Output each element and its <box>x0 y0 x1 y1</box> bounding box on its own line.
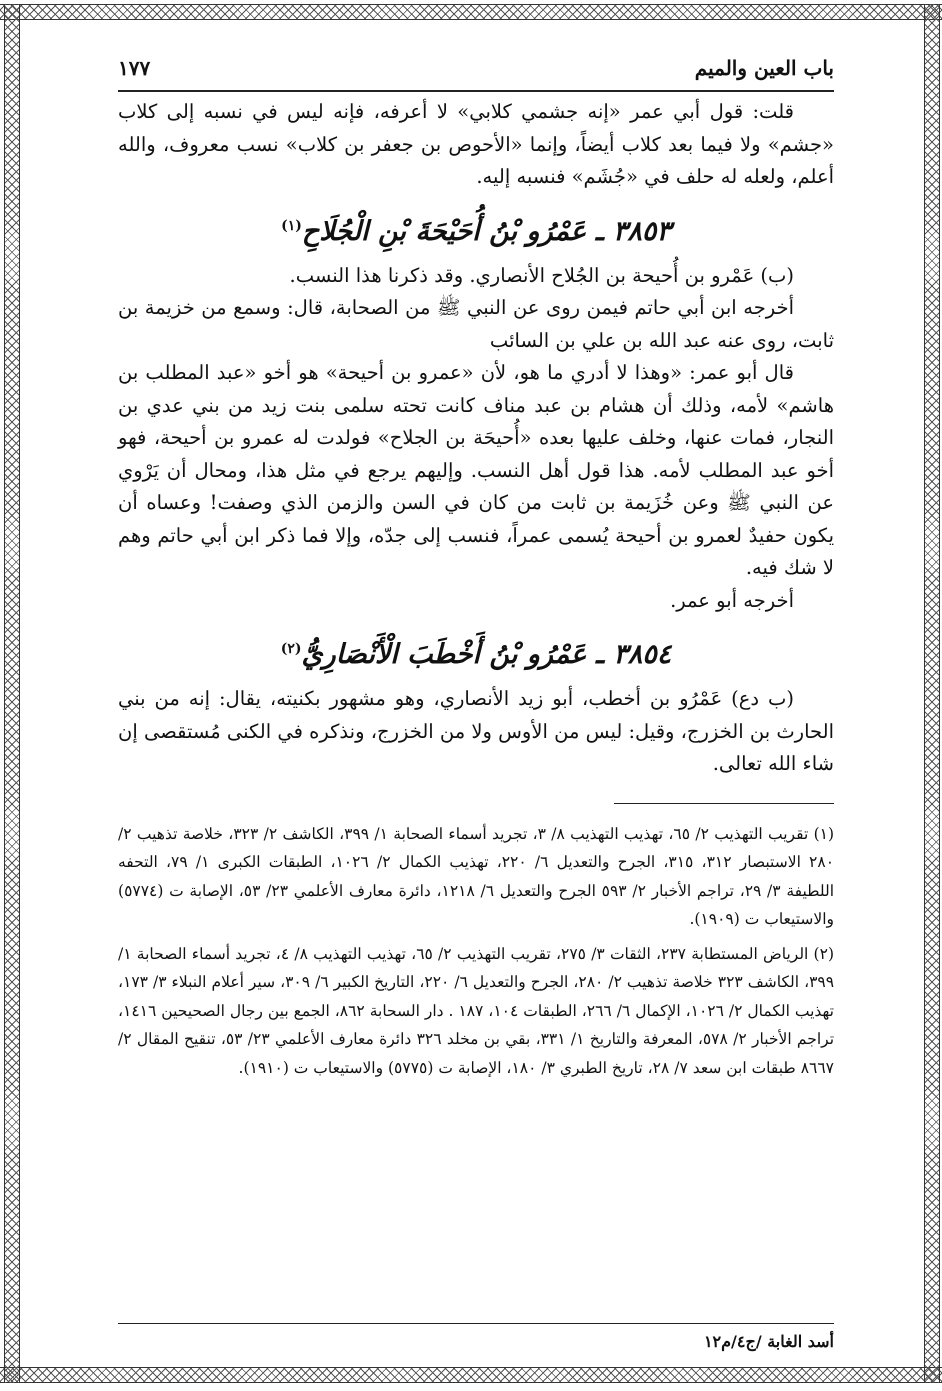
entry-paragraph: قال أبو عمر: «وهذا لا أدري ما هو، لأن «عمرو بن أحيحة» هو أخو «عبد المطلب بن هاشم» لأمه، وذلك أن هشام بن عبد مناف كانت تحته سلمى بنت زيد من بني عدي بن النجار، فمات عنها، وخلف عليها بعده «أُحيحَة بن الجلاح» فولدت له عمرو بن أحيحة، فهو أخو عبد المطلب لأمه. هذا قول أهل النسب. وإليهم يرجع في مثل هذا، ومحال أن يَرْوي عن النبي ﷺ وعن خُزَيمة بن ثابت من كان في السن والزمن الذي وصفت! وعساه أن يكون حفيدٌ لعمرو بن أحيحة يُسمى عمراً، فنسب إلى جدّه، وإلا فما ذكر ابن أبي حاتم وهم لا شك فيه. <box>118 361 834 579</box>
footnote-ref-1: (١) <box>281 217 302 234</box>
page-number: ١٧٧ <box>118 56 151 80</box>
entry-heading-3853: ٣٨٥٣ ـ عَمْرُو بْنُ أُحَيْحَةَ بْنِ الْجُلَاحِ$^{(١)}$ <box>281 215 671 247</box>
page-footer <box>118 1323 834 1351</box>
intro-paragraph: قلت: قول أبي عمر «إنه جشمي كلابي» لا أعرفه، فإنه ليس في نسبه إلى كلاب «جشم» ولا فيما بعد كلاب أيضاً، وإنما «الأحوص بن جعفر بن كلاب» نسب معروف، والله أعلم، ولعله له حلف في «جُشَم» فنسبه إليه. <box>118 100 834 188</box>
footnote-ref-2: (٢) <box>280 641 302 657</box>
signature-mark: أسد الغابة /ج٤/م١٢ <box>703 1332 834 1351</box>
decorative-border-left <box>4 4 20 1383</box>
entry-paragraph: أخرجه ابن أبي حاتم فيمن روى عن النبي ﷺ من الصحابة، قال: وسمع من خزيمة بن ثابت، روى عنه عبد الله بن علي بن السائب <box>118 296 834 352</box>
entry-heading-3854: ٣٨٥٤ ـ عَمْرُو بْنُ أَخْطَبَ الْأَنْصَارِيُّ$^{(٢)}$ <box>280 639 672 670</box>
footnote-2: (٢) الرياض المستطابة ٢٣٧، الثقات ٣/ ٢٧٥، تقريب التهذيب ٢/ ٦٥، تهذيب التهذيب ٨/ ٤، تجريد أسماء الصحابة ١/ ٣٩٩، الكاشف ٣٢٣ خلاصة تذهيب ٢/ ٢٨٠، الجرح والتعديل ٦/ ٢٢٠، التاريخ الكبير ٦/ ٣٠٩، سير أعلام النبلاء ٣/ ١٧٣، تهذيب الكمال ٢/ ١٠٢٦، الإكمال ٦/ ٢٦٦، الطبقات ١٠٤، ١٨٧ . دار السحابة ٨٦٢، الجمع بين رجال الصحيحين ١٤١٦، تراجم الأخبار ٢/ ٥٧٨، المعرفة والتاريخ ١/ ٣٣١، بقي بن مخلد ٣٢٦ دائرة معارف الأعلمي ٢٣/ ٥٣، تنقيح المقال ٢/ ٨٦٦٧ طبقات ابن سعد ٧/ ٢٨، تاريخ الطبري ٣/ ١٨٠، الإصابة ت (٥٧٧٥) والاستيعاب ت (١٩١٠). <box>118 944 835 1077</box>
decorative-border-bottom <box>0 1367 942 1383</box>
entry-paragraph: (ب دع) عَمْرُو بن أخطب، أبو زيد الأنصاري، وهو مشهور بكنيته، يقال: إنه من بني الحارث بن الخزرج، وقيل: ليس من الأوس ولا من الخزرج، ونذكره في الكنى مُستقصى إن شاء الله تعالى. <box>118 687 834 775</box>
running-head <box>118 56 834 92</box>
chapter-title: باب العين والميم <box>694 56 834 80</box>
entry-paragraph: (ب) عَمْرو بن أُحيحة بن الجُلاح الأنصاري. وقد ذكرنا هذا النسب. <box>289 263 794 287</box>
decorative-border-top <box>0 4 942 20</box>
decorative-border-right <box>924 4 940 1383</box>
footnote-1: (١) تقريب التهذيب ٢/ ٦٥، تهذيب التهذيب ٨/ ٣، تجريد أسماء الصحابة ١/ ٣٩٩، الكاشف ٢/ ٣٢٣، خلاصة تذهيب ٢/ ٢٨٠ الاستبصار ٣١٢، ٣١٥، الجرح والتعديل ٦/ ٢٢٠، تهذيب الكمال ٢/ ١٠٢٦، الطبقات الكبرى ١/ ٧٩، التحفه اللطيفة ٣/ ٢٩، تراجم الأخبار ٢/ ٥٩٣ الجرح والتعديل ٦/ ١٢١٨، دائرة معارف الأعلمي ٢٣/ ٥٣، الإصابة ت (٥٧٧٤) والاستيعاب ت (١٩٠٩). <box>118 824 835 928</box>
page-content <box>118 50 834 1351</box>
footnote-divider <box>614 803 834 804</box>
entry-paragraph: أخرجه أبو عمر. <box>670 588 794 612</box>
